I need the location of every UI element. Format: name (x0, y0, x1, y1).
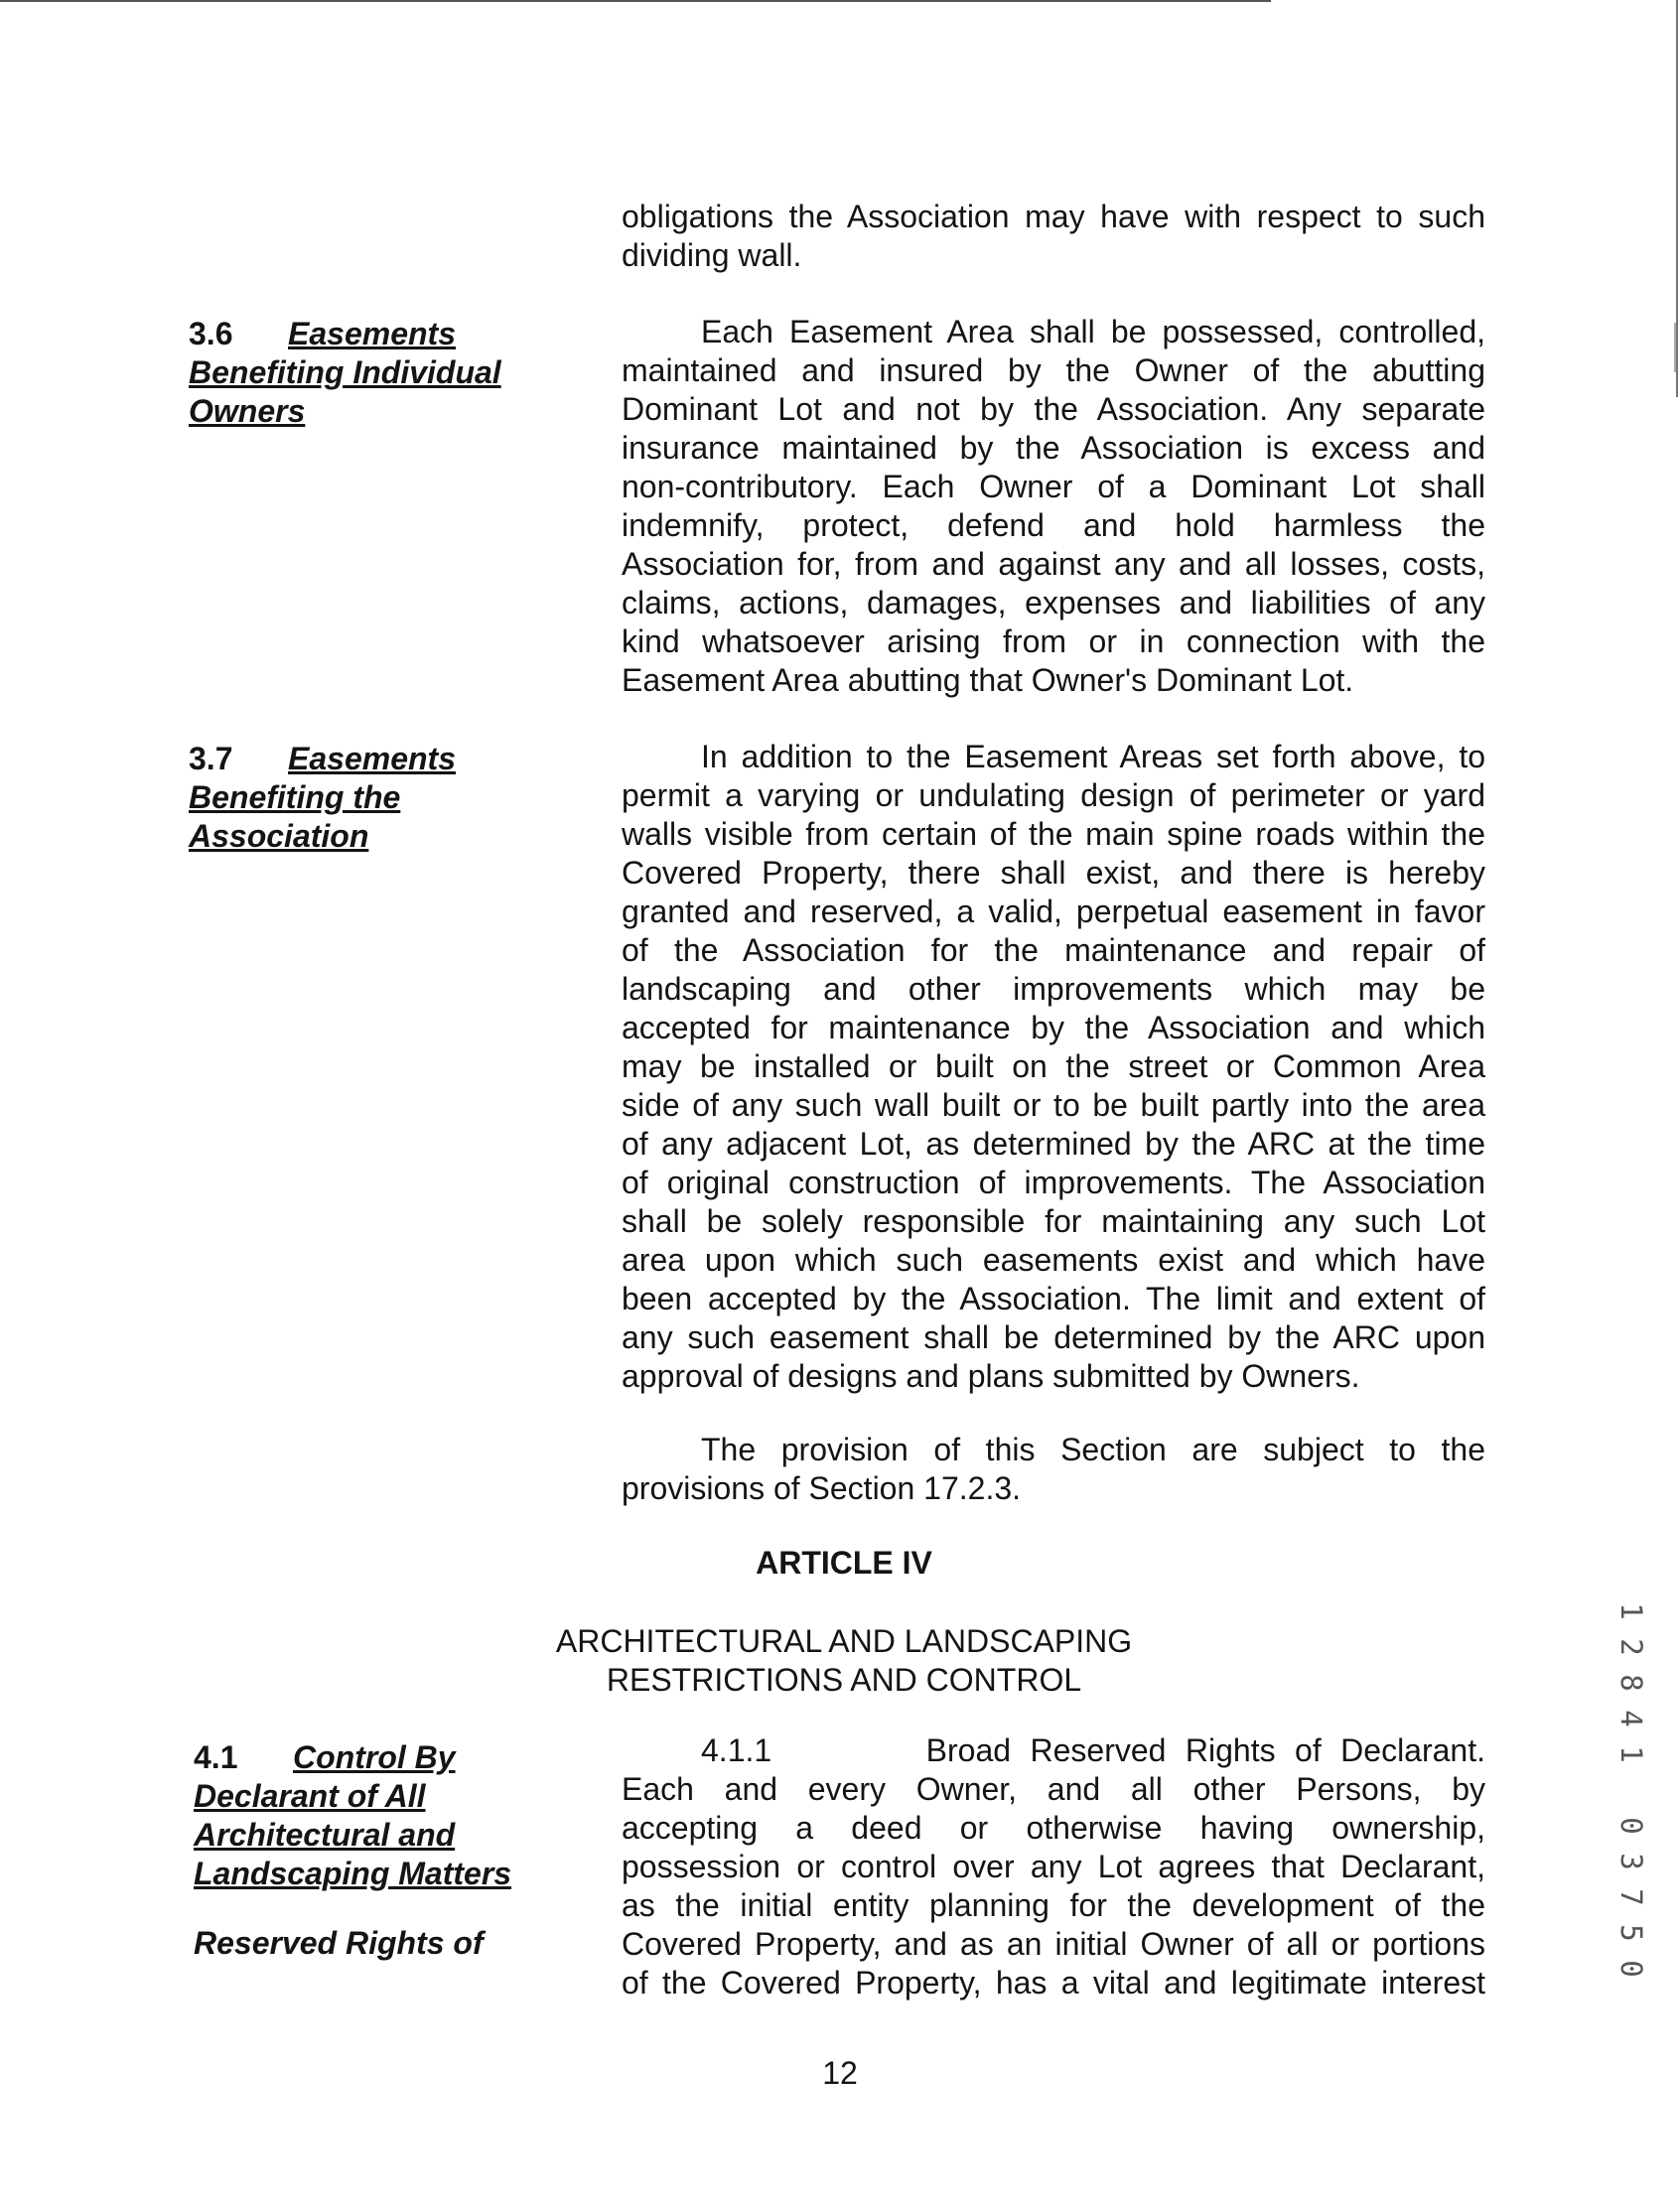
section-3-6-heading (189, 315, 586, 431)
stamp-digit: 0 (1614, 1817, 1648, 1835)
text-line: Association for, from and against any and all losses, costs, (622, 546, 1485, 582)
text-line: side of any such wall built or to be built partly into the area (622, 1087, 1485, 1123)
article-subtitle-line: ARCHITECTURAL AND LANDSCAPING (555, 1623, 1133, 1659)
text-line: accepted for maintenance by the Association and which (622, 1010, 1485, 1045)
text-line: of the Association for the maintenance and repair of (622, 932, 1485, 968)
section-3-6-paragraph (622, 313, 1485, 700)
text-line: of original construction of improvements. The Association (622, 1165, 1485, 1200)
text-line: area upon which such easements exist and which have (622, 1242, 1485, 1278)
continuation-paragraph (622, 198, 1485, 275)
section-4-1-sublabel: Reserved Rights of (194, 1925, 484, 1961)
text-line: landscaping and other improvements which may be (622, 971, 1485, 1007)
text-line: Dominant Lot and not by the Association. Any separate (622, 391, 1485, 427)
text-line: walls visible from certain of the main spine roads within the (622, 816, 1485, 852)
text-line: any such easement shall be determined by the ARC upon (622, 1319, 1485, 1355)
text-line: Each Easement Area shall be possessed, controlled, (701, 314, 1485, 349)
scan-border-top (0, 0, 1271, 2)
text-line: claims, actions, damages, expenses and liabilities of any (622, 585, 1485, 621)
section-number: 4.1 (194, 1739, 238, 1775)
stamp-digit: 0 (1614, 1960, 1648, 1978)
text-line: dividing wall. (622, 237, 802, 273)
section-4-1-paragraph (622, 1731, 1485, 2003)
page-number: 12 (822, 2055, 858, 2091)
stamp-digit: 1 (1614, 1602, 1648, 1620)
section-title-line: Easements (288, 741, 456, 776)
stamp-digit: 4 (1614, 1710, 1648, 1727)
section-3-7-provision-paragraph (622, 1431, 1485, 1508)
text-line: Each and every Owner, and all other Persons, by (622, 1771, 1485, 1807)
text-line: Covered Property, and as an initial Owner of all or portions (622, 1926, 1485, 1962)
section-title-line: Benefiting the (189, 779, 401, 815)
text-line: Easement Area abutting that Owner's Dominant Lot. (622, 662, 1354, 698)
article-subtitle (447, 1622, 1241, 1700)
text-line: approval of designs and plans submitted by Owners. (622, 1358, 1360, 1394)
stamp-digit: 3 (1614, 1853, 1648, 1870)
text-line: of the Covered Property, has a vital and legitimate interest (622, 1965, 1485, 2001)
text-line: been accepted by the Association. The limit and extent of (622, 1281, 1485, 1316)
section-title-line: Easements (288, 316, 456, 351)
text-line: indemnify, protect, defend and hold harmless the (622, 507, 1485, 543)
text-line: kind whatsoever arising from or in connection with the (622, 623, 1485, 659)
section-title-line: Declarant of All (194, 1778, 426, 1814)
section-title-line: Control By (293, 1739, 456, 1775)
text-line: as the initial entity planning for the development of the (622, 1887, 1485, 1923)
text-line: maintained and insured by the Owner of the abutting (622, 352, 1485, 388)
article-subtitle-line: RESTRICTIONS AND CONTROL (606, 1662, 1082, 1698)
section-title-line: Benefiting Individual (189, 354, 501, 390)
article-heading: ARTICLE IV (756, 1545, 932, 1581)
section-3-7-paragraph (622, 738, 1485, 1396)
text-line: The provision of this Section are subject to the (701, 1432, 1485, 1467)
stamp-digit: 1 (1614, 1745, 1648, 1763)
stamp-digit: 2 (1614, 1638, 1648, 1656)
scan-border-right-mark (1674, 323, 1676, 372)
text-line: In addition to the Easement Areas set forth above, to (701, 739, 1485, 774)
text-line: permit a varying or undulating design of perimeter or yard (622, 777, 1485, 813)
section-4-1-heading (194, 1738, 591, 1893)
text-line: Covered Property, there shall exist, and there is hereby (622, 855, 1485, 891)
text-line: insurance maintained by the Association is excess and (622, 430, 1485, 466)
text-line: of any adjacent Lot, as determined by the ARC at the time (622, 1126, 1485, 1162)
text-line: granted and reserved, a valid, perpetual easement in favor (622, 894, 1485, 929)
section-title-line: Architectural and (194, 1817, 456, 1853)
text-line: obligations the Association may have with respect to such (622, 199, 1485, 234)
scan-border-right (1676, 0, 1678, 397)
section-number: 3.6 (189, 316, 233, 351)
section-number: 3.7 (189, 741, 233, 776)
text-line: may be installed or built on the street or Common Area (622, 1048, 1485, 1084)
section-3-7-heading (189, 740, 586, 856)
section-title-line: Landscaping Matters (194, 1856, 512, 1891)
text-line: non-contributory. Each Owner of a Dominant Lot shall (622, 469, 1485, 504)
stamp-digit: 8 (1614, 1674, 1648, 1692)
recording-stamp (1607, 1593, 1656, 1987)
text-line: 4.1.1 Broad Reserved Rights of Declarant. (701, 1732, 1485, 1768)
stamp-digit: 5 (1614, 1924, 1648, 1942)
stamp-digit: 7 (1614, 1888, 1648, 1906)
text-line: shall be solely responsible for maintaining any such Lot (622, 1203, 1485, 1239)
section-title-line: Owners (189, 393, 306, 429)
section-title-line: Association (189, 818, 369, 854)
text-line: provisions of Section 17.2.3. (622, 1470, 1022, 1506)
text-line: possession or control over any Lot agrees that Declarant, (622, 1849, 1485, 1884)
text-line: accepting a deed or otherwise having ownership, (622, 1810, 1485, 1846)
